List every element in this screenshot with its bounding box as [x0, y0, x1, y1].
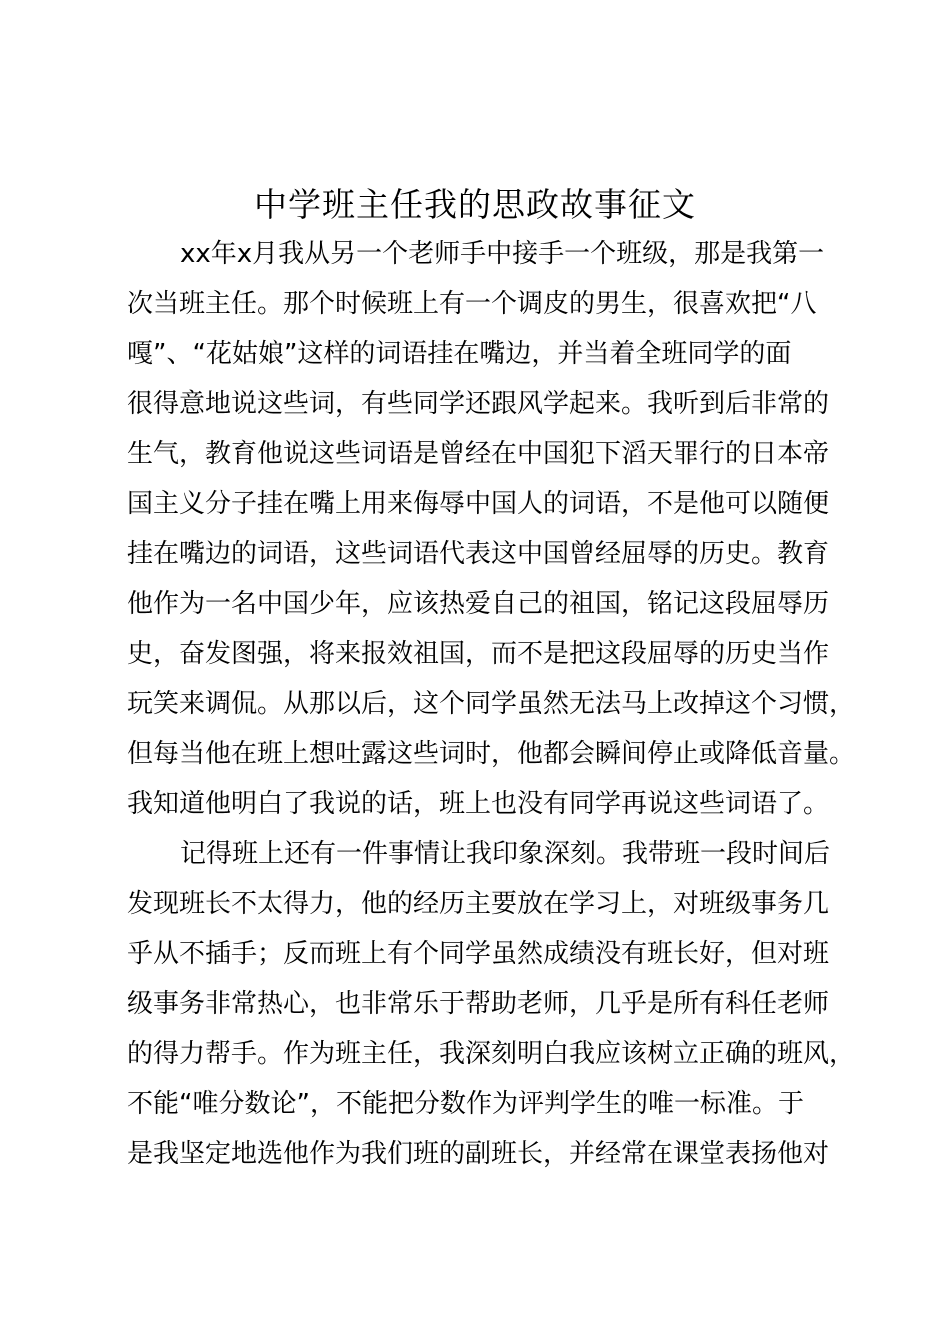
document-title: 中学班主任我的思政故事征文 [254, 185, 696, 224]
paragraph-1-line-9: 史，奋发图强，将来报效祖国，而不是把这段屈辱的历史当作 [127, 639, 830, 669]
paragraph-1-line-12: 我知道他明白了我说的话，班上也没有同学再说这些词语了。 [127, 789, 830, 819]
paragraph-2-line-7: 是我坚定地选他作为我们班的副班长，并经常在课堂表扬他对 [127, 1139, 830, 1169]
paragraph-1-line-7: 挂在嘴边的词语，这些词语代表这中国曾经屈辱的历史。教育 [127, 539, 830, 569]
paragraph-1-line-2: 次当班主任。那个时候班上有一个调皮的男生，很喜欢把“八 [127, 289, 817, 319]
paragraph-1-line-8: 他作为一名中国少年，应该热爱自己的祖国，铭记这段屈辱历 [127, 589, 830, 619]
paragraph-1-line-1: xx年x月我从另一个老师手中接手一个班级，那是我第一 [180, 239, 825, 269]
paragraph-1-line-3: 嘎”、“花姑娘”这样的词语挂在嘴边，并当着全班同学的面 [127, 339, 792, 369]
paragraph-2-line-2: 发现班长不太得力，他的经历主要放在学习上，对班级事务几 [127, 889, 830, 919]
paragraph-1-line-11: 但每当他在班上想吐露这些词时，他都会瞬间停止或降低音量。 [127, 739, 856, 769]
paragraph-1-line-6: 国主义分子挂在嘴上用来侮辱中国人的词语，不是他可以随便 [127, 489, 830, 519]
paragraph-1-line-4: 很得意地说这些词，有些同学还跟风学起来。我听到后非常的 [127, 389, 830, 419]
paragraph-2-line-1: 记得班上还有一件事情让我印象深刻。我带班一段时间后 [180, 839, 831, 869]
paragraph-2-line-5: 的得力帮手。作为班主任，我深刻明白我应该树立正确的班风， [127, 1039, 856, 1069]
paragraph-2-line-4: 级事务非常热心，也非常乐于帮助老师，几乎是所有科任老师 [127, 989, 830, 1019]
paragraph-1-line-10: 玩笑来调侃。从那以后，这个同学虽然无法马上改掉这个习惯， [127, 689, 856, 719]
paragraph-2-line-6: 不能“唯分数论”，不能把分数作为评判学生的唯一标准。于 [127, 1089, 804, 1119]
paragraph-2-line-3: 乎从不插手；反而班上有个同学虽然成绩没有班长好，但对班 [127, 939, 830, 969]
paragraph-1-line-5: 生气，教育他说这些词语是曾经在中国犯下滔天罪行的日本帝 [127, 439, 830, 469]
